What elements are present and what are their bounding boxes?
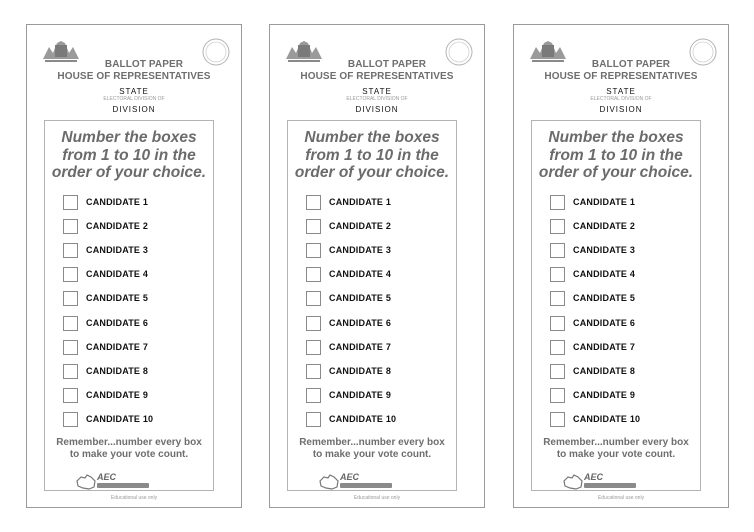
reminder-text: Remember...number every box to make your vote count. <box>299 437 445 460</box>
candidate-row <box>306 289 391 307</box>
preference-box[interactable] <box>63 316 78 331</box>
candidate-row <box>550 410 640 428</box>
electoral-division-label: ELECTORAL DIVISION OF <box>346 96 408 102</box>
ballot-inner-panel <box>287 120 457 491</box>
candidate-name: CANDIDATE 1 <box>86 197 149 207</box>
ballot-title: BALLOT PAPER <box>591 59 671 70</box>
ballot-title: BALLOT PAPER <box>104 59 184 70</box>
aec-logo-bar <box>584 483 636 488</box>
australia-map-icon <box>562 473 584 491</box>
candidate-name: CANDIDATE 10 <box>86 414 154 424</box>
preference-box[interactable] <box>550 340 565 355</box>
candidate-row <box>550 217 635 235</box>
candidate-name: CANDIDATE 9 <box>329 390 392 400</box>
candidate-row <box>306 410 396 428</box>
preference-box[interactable] <box>63 219 78 234</box>
candidate-name: CANDIDATE 4 <box>86 269 149 279</box>
preference-box[interactable] <box>550 291 565 306</box>
preference-box[interactable] <box>63 291 78 306</box>
candidate-name: CANDIDATE 6 <box>86 318 149 328</box>
candidate-name: CANDIDATE 6 <box>329 318 392 328</box>
candidate-name: CANDIDATE 7 <box>329 342 392 352</box>
reminder-text: Remember...number every box to make your vote count. <box>56 437 202 460</box>
ballot-subtitle: HOUSE OF REPRESENTATIVES <box>57 71 211 82</box>
candidate-name: CANDIDATE 9 <box>573 390 636 400</box>
candidate-name: CANDIDATE 8 <box>573 366 636 376</box>
preference-box[interactable] <box>550 243 565 258</box>
ballot-title: BALLOT PAPER <box>347 59 427 70</box>
preference-box[interactable] <box>63 195 78 210</box>
preference-box[interactable] <box>63 364 78 379</box>
footer-note: Educational use only <box>597 495 645 501</box>
state-label: STATE <box>362 87 392 96</box>
candidate-name: CANDIDATE 4 <box>573 269 636 279</box>
preference-box[interactable] <box>306 412 321 427</box>
candidate-row <box>306 265 391 283</box>
ballot-subtitle: HOUSE OF REPRESENTATIVES <box>544 71 698 82</box>
candidate-row <box>550 362 635 380</box>
candidate-row <box>306 338 391 356</box>
candidate-name: CANDIDATE 1 <box>329 197 392 207</box>
ballot-inner-panel <box>44 120 214 491</box>
candidate-name: CANDIDATE 8 <box>86 366 149 376</box>
ballot-paper-3 <box>513 24 729 508</box>
candidate-row <box>63 314 148 332</box>
preference-box[interactable] <box>306 316 321 331</box>
candidate-row <box>63 362 148 380</box>
preference-box[interactable] <box>63 388 78 403</box>
candidate-name: CANDIDATE 4 <box>329 269 392 279</box>
candidate-row <box>63 289 148 307</box>
state-label: STATE <box>606 87 636 96</box>
ballot-inner-panel <box>531 120 701 491</box>
electoral-division-label: ELECTORAL DIVISION OF <box>103 96 165 102</box>
candidate-list <box>45 121 213 490</box>
candidate-name: CANDIDATE 3 <box>86 245 149 255</box>
candidate-list <box>532 121 700 490</box>
candidate-row <box>63 193 148 211</box>
candidate-row <box>63 386 148 404</box>
preference-box[interactable] <box>306 243 321 258</box>
aec-logo-text: AEC <box>584 472 604 482</box>
aec-logo-text: AEC <box>97 472 117 482</box>
candidate-row <box>306 386 391 404</box>
candidate-name: CANDIDATE 7 <box>573 342 636 352</box>
instruction-text: Number the boxes from 1 to 10 in the order of your choice. <box>294 129 450 181</box>
preference-box[interactable] <box>550 412 565 427</box>
division-label: DIVISION <box>112 105 156 114</box>
candidate-row <box>550 241 635 259</box>
preference-box[interactable] <box>63 340 78 355</box>
candidate-row <box>306 314 391 332</box>
candidate-name: CANDIDATE 2 <box>86 221 149 231</box>
candidate-name: CANDIDATE 3 <box>573 245 636 255</box>
aec-logo-bar <box>340 483 392 488</box>
division-label: DIVISION <box>599 105 643 114</box>
electoral-division-label: ELECTORAL DIVISION OF <box>590 96 652 102</box>
candidate-name: CANDIDATE 1 <box>573 197 636 207</box>
candidate-name: CANDIDATE 3 <box>329 245 392 255</box>
candidate-row <box>306 241 391 259</box>
preference-box[interactable] <box>306 364 321 379</box>
reminder-text: Remember...number every box to make your vote count. <box>543 437 689 460</box>
candidate-name: CANDIDATE 10 <box>573 414 641 424</box>
candidate-name: CANDIDATE 10 <box>329 414 397 424</box>
preference-box[interactable] <box>63 267 78 282</box>
candidate-name: CANDIDATE 5 <box>573 293 636 303</box>
candidate-name: CANDIDATE 9 <box>86 390 149 400</box>
candidate-name: CANDIDATE 5 <box>329 293 392 303</box>
preference-box[interactable] <box>306 219 321 234</box>
preference-box[interactable] <box>550 316 565 331</box>
aec-logo <box>75 473 157 491</box>
preference-box[interactable] <box>306 267 321 282</box>
candidate-row <box>306 193 391 211</box>
preference-box[interactable] <box>550 388 565 403</box>
aec-logo <box>562 473 644 491</box>
preference-box[interactable] <box>550 364 565 379</box>
footer-note: Educational use only <box>110 495 158 501</box>
candidate-row <box>63 241 148 259</box>
candidate-name: CANDIDATE 2 <box>329 221 392 231</box>
candidate-row <box>63 410 153 428</box>
candidate-row <box>306 362 391 380</box>
candidate-list <box>288 121 456 490</box>
candidate-row <box>550 289 635 307</box>
preference-box[interactable] <box>63 243 78 258</box>
candidate-row <box>63 338 148 356</box>
aec-logo-text: AEC <box>340 472 360 482</box>
candidate-row <box>63 265 148 283</box>
candidate-row <box>550 265 635 283</box>
preference-box[interactable] <box>550 267 565 282</box>
candidate-row <box>550 386 635 404</box>
preference-box[interactable] <box>306 340 321 355</box>
aec-logo-bar <box>97 483 149 488</box>
candidate-name: CANDIDATE 5 <box>86 293 149 303</box>
division-label: DIVISION <box>355 105 399 114</box>
candidate-name: CANDIDATE 6 <box>573 318 636 328</box>
candidate-row <box>550 314 635 332</box>
instruction-text: Number the boxes from 1 to 10 in the order of your choice. <box>51 129 207 181</box>
preference-box[interactable] <box>306 388 321 403</box>
australia-map-icon <box>318 473 340 491</box>
preference-box[interactable] <box>63 412 78 427</box>
ballot-paper-1 <box>26 24 242 508</box>
candidate-name: CANDIDATE 2 <box>573 221 636 231</box>
candidate-name: CANDIDATE 7 <box>86 342 149 352</box>
preference-box[interactable] <box>306 291 321 306</box>
candidate-row <box>306 217 391 235</box>
preference-box[interactable] <box>306 195 321 210</box>
ballot-paper-2 <box>269 24 485 508</box>
candidate-row <box>550 193 635 211</box>
preference-box[interactable] <box>550 219 565 234</box>
candidate-name: CANDIDATE 8 <box>329 366 392 376</box>
candidate-row <box>63 217 148 235</box>
footer-note: Educational use only <box>353 495 401 501</box>
ballot-subtitle: HOUSE OF REPRESENTATIVES <box>300 71 454 82</box>
state-label: STATE <box>119 87 149 96</box>
australia-map-icon <box>75 473 97 491</box>
instruction-text: Number the boxes from 1 to 10 in the order of your choice. <box>538 129 694 181</box>
preference-box[interactable] <box>550 195 565 210</box>
aec-logo <box>318 473 400 491</box>
candidate-row <box>550 338 635 356</box>
